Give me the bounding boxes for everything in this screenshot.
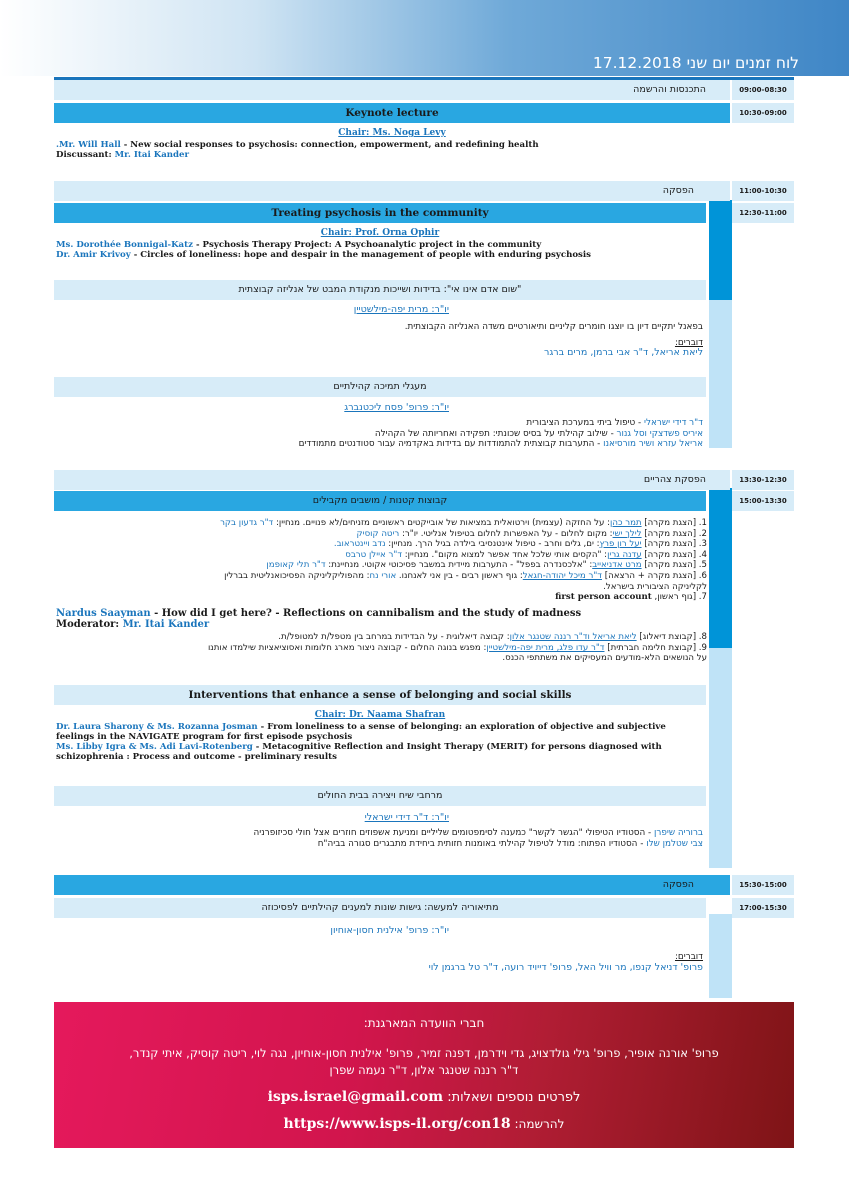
schedule-row-theory xyxy=(54,898,794,918)
list-item: 1. [הצגת מקרה] תמר כהן: על החזקה (עצמית) וירטואלית במציאות של אובייקטים ראשוניים מזניחים/לא פנויים. מנחיין: ד"ר גדעון בקר xyxy=(220,518,707,528)
treating-talks: Ms. Dorothée Bonnigal-Katz - Psychosis Therapy Project: A Psychoanalytic project in the community Dr. Amir Krivoy - Circles of loneliness: hope and despair in the management of people with enduring psychosis xyxy=(56,240,591,260)
row-label: הפסקה xyxy=(662,879,694,890)
keynote-chair: Chair: Ms. Noga Levy xyxy=(338,128,446,138)
page-title: לוח זמנים יום שני 17.12.2018 xyxy=(592,54,799,72)
group-analysis-desc: בפאנל יתקיים דיון בו יוצגו חומרים קליניים ותיאורטיים משדה האנליזה הקבוצתית. xyxy=(404,322,703,332)
interventions-talks: Dr. Laura Sharony & Ms. Rozanna Josman - From loneliness to a sense of belonging: an exploration of objective and subjective feelings in the NAVIGATE program for first episode psychosis Ms. Libby Igra & Ms. Adi Lavi-Rotenberg - Metacognitive Reflection and Insight Therapy (MERIT) for persons diagnosed with schizophrenia : Process and outcome - preliminary results xyxy=(56,722,666,762)
schedule-row-break-2 xyxy=(54,875,794,895)
row-label: מעגלי תמיכה קהילתיים xyxy=(333,381,427,392)
schedule-row-break-1 xyxy=(54,181,794,201)
small-groups-list xyxy=(220,518,707,603)
treating-chair: Chair: Prof. Orna Ophir xyxy=(320,228,440,238)
hospital-chair: יו"ר: ד"ר דידי ישראלי xyxy=(364,812,449,823)
row-label: Keynote lecture xyxy=(345,107,439,119)
row-label: מתיאוריה למעשה: גישות שונות למענים קהילתיים לפסיכוזה xyxy=(261,902,499,913)
parallel-sessions-label: מושבים מקבילים xyxy=(5,219,23,350)
list-item: 5. [הצגת מקרה] מרט אדניאייב: "אלכסנדרה בפפל" - התערבות מיידית במשבר פסיכוטי אקוטי. מנחיינת: ד"ר תלי קאופמן xyxy=(266,560,707,571)
parallel-sessions-label-2: מושבים מקבילים xyxy=(5,506,23,637)
nardus-talk: Nardus Saayman - How did I get here? - Reflections on cannibalism and the study of madness Moderator: Mr. Itai Kander xyxy=(56,608,582,630)
row-time: 10:30-09:00 xyxy=(732,103,794,123)
schedule-row-support-circles xyxy=(54,377,706,397)
committee-members-2: ד"ר רננה שטנגר אלון, ד"ר נעמה שפרן xyxy=(329,1063,519,1077)
schedule-row-treating-psychosis xyxy=(54,203,794,223)
contact-line: לפרטים נוספים ושאלות: isps.israel@gmail.com xyxy=(267,1089,581,1105)
row-time: 11:00-10:30 xyxy=(732,181,794,201)
interventions-chair: Chair: Dr. Naama Shafran xyxy=(314,710,446,720)
list-item: 8. [קבוצת דיאלוג] ליאת אריאל וד"ר רננה שטנגר אלון: קבוצה דיאלוגית - על הבדידות במרחב בין מטפל/ת למטופל/ת. xyxy=(278,632,707,642)
theory-speakers: פרופ' דניאל קנפו, מר וויל האל, פרופ' דייויד רועה, ד"ר טל ברגמן לוי xyxy=(428,962,703,973)
group-analysis-speakers-label: דוברים: xyxy=(674,338,703,348)
schedule-row-keynote xyxy=(54,103,794,123)
keynote-talk: .Mr. Will Hall - New social responses to psychosis: connection, empowerment, and redefining health Discussant: Mr. Itai Kander xyxy=(56,140,539,160)
list-item: 2. [הצגת מקרה] לילך ישי: מקום לחלום - על האפשרות לחלום בטיפול אנליטי. יו"ר: ריטה קוסיק xyxy=(356,528,707,539)
parallel-sessions-bar-2-dark xyxy=(709,488,732,648)
list-item-continued: לקליניקה הציבורית בישראל. xyxy=(603,581,707,592)
committee-title: חברי הוועדה המארגנת: xyxy=(363,1016,485,1030)
circles-talks: ד"ר דידי ישראלי - טיפול ביתי במערכת הציבורית איריס פשדצקי וסל גנור - שילוב קהילתי על בסיס שכונתי: תפקידה ואחריותה של הקהילה אריאל עזרא ושיר מורסיאנו - התערבות קבוצתית להתמודדות עם בדידות באקדמיה עבור סטודנטים מתמודדים xyxy=(298,418,703,449)
row-label: Treating psychosis in the community xyxy=(271,207,489,219)
list-item: 4. [הצגת מקרה] עדנה גרין: "הקסים אותי שלכל אחד אפשר למצוא מקום". מנחיין: ד"ר איילן טרבס xyxy=(345,549,707,560)
schedule-row-lunch xyxy=(54,470,794,490)
small-groups-list-2 xyxy=(208,632,707,664)
list-item: 9. [קבוצת חלימה חברתית] ד"ר עדו פלג, מרית יפה-מילשטיין: מפגש בנוגה החלום - קבוצה ניצור מארג חלומות ואסוציאציות שילמדו אותנו xyxy=(207,642,707,653)
register-url-link[interactable]: https://www.isps-il.org/con18 xyxy=(283,1116,511,1132)
row-time: 15:00-13:30 xyxy=(732,491,794,511)
row-time: 17:00-15:30 xyxy=(732,898,794,918)
row-time: 13:30-12:30 xyxy=(732,470,794,490)
row-label: Interventions that enhance a sense of belonging and social skills xyxy=(188,689,572,701)
row-label: "שום אדם אינו אי": בדידות ושייכות מנקודת המבט של אנליזה קבוצתית xyxy=(238,284,522,295)
committee-members-1: פרופ' אורנה אופיר, פרופ' גילי גולדצויג, גדי וידרמן, דפנה זמיר, פרופ' אילנית חסון-אוחיון, נגה לוי, ריטה קוסיק, איתי קנדר, xyxy=(129,1046,719,1060)
group-analysis-speakers: ליאת אריאל, ד"ר אבי ברמן, מרים ברגר xyxy=(543,347,703,358)
list-item: 3. [הצגת מקרה] יעל רון פרץ: ים, גלים וחרב - טיפול אינטנסיבי בילדה בגיל הרך. מנחיין: נדב ויינטראוב. xyxy=(333,539,707,550)
theory-chair: יו"ר: פרופ' אילנית חסון-אוחיון xyxy=(330,925,449,936)
circles-chair: יו"ר: פרופ' פסח ליכטנברג xyxy=(344,402,449,413)
hospital-talks: ברוריה שיפרן - הסטודיו הטיפולי "הגשר לקשר" כמענה לסימפטומים שליליים ומניעת אשפוזים חוזרים אצל חולי סכיזופרניה צבי שטלמן שלו - הסטודיו הפתוח: מודל לטיפול קהילתי באומנות חזותית ביחידת מתבגרים סגורה בביה"ח xyxy=(253,828,703,849)
list-item-continued: על הנושאים הלא-מודעים המעסיקים את משתתפי הכנס. xyxy=(502,653,707,664)
schedule-row-registration xyxy=(54,80,794,100)
row-time: 12:30-11:00 xyxy=(732,203,794,223)
contact-email-link[interactable]: isps.israel@gmail.com xyxy=(267,1089,444,1105)
schedule-row-interventions xyxy=(54,685,706,705)
group-analysis-chair: יו"ר: מרית יפה-מילשטיין xyxy=(353,304,449,315)
row-time: 09:00-08:30 xyxy=(732,80,794,100)
row-label: קבוצות קטנות / מושבים מקבילים xyxy=(312,495,448,506)
schedule-row-hospital xyxy=(54,786,706,806)
theory-speakers-label: דוברים: xyxy=(674,952,703,962)
schedule-row-group-analysis xyxy=(54,280,706,300)
schedule-row-small-groups xyxy=(54,491,794,511)
row-label: הפסקה xyxy=(662,185,694,196)
list-item: 7. [גוף ראשון, first person account xyxy=(555,592,707,603)
register-line: להרשמה: https://www.isps-il.org/con18 xyxy=(283,1116,565,1132)
row-time: 15:30-15:00 xyxy=(732,875,794,895)
row-label: הפסקת צהריים xyxy=(643,474,706,485)
row-label: התכנסות והרשמה xyxy=(633,84,706,95)
closing-session-bar xyxy=(709,914,732,998)
row-label: מרחבי שיח ויצירה בבית החולים xyxy=(317,790,443,801)
list-item: 6. [הצגת מקרה + הרצאה] ד"ר מיכל יהודה-חגאל: גוף ראשון רבים - בין אני לאנחנו. אורי נח: מהפוליקליניקה הפסיכואנליטית בברלין xyxy=(224,570,707,581)
organizing-committee-footer xyxy=(54,1002,794,1148)
